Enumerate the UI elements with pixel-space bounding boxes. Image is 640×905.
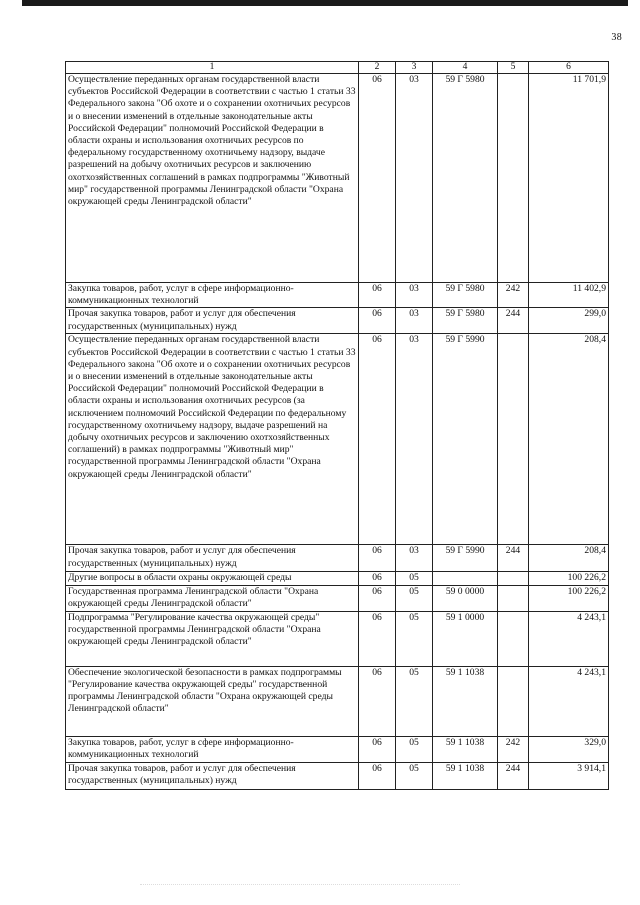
- row-amount: 100 226,2: [529, 572, 609, 585]
- row-target-article: 59 1 1038: [433, 736, 498, 762]
- header-col-6: 6: [529, 62, 609, 74]
- row-target-article: 59 1 1038: [433, 762, 498, 789]
- row-description: Осуществление переданных органам государственной власти субъектов Российской Федерации в соответствии с частью 1 статьи 33 Федерального закона "Об охоте и о сохранении охотничьих ресурсов и о внесении изменений в отдельные законодательные акты Российской Федерации" полномочий Российской Федерации в области охраны и использования охотничьих ресурсов (за исключением полномочий Российской Федерации по федеральному государственному охотничьему надзору, выдаче разрешений на добычу охотничьих ресурсов и заключению охотхозяйственных соглашений) в рамках подпрограммы "Животный мир" государственной программы Ленинградской области "Охрана окружающей среды Ленинградской области": [66, 334, 359, 545]
- header-col-2: 2: [359, 62, 396, 74]
- row-amount: 11 402,9: [529, 283, 609, 308]
- row-description: Другие вопросы в области охраны окружающей среды: [66, 572, 359, 585]
- row-target-article: 59 Г 5980: [433, 308, 498, 334]
- header-col-1: 1: [66, 62, 359, 74]
- header-col-5: 5: [498, 62, 529, 74]
- row-section: 06: [359, 334, 396, 545]
- row-description: Прочая закупка товаров, работ и услуг для обеспечения государственных (муниципальных) нужд: [66, 308, 359, 334]
- row-description: Осуществление переданных органам государственной власти субъектов Российской Федерации в соответствии с частью 1 статьи 33 Федерального закона "Об охоте и о сохранении охотничьих ресурсов и о внесении изменений в отдельные законодательные акты Российской Федерации" полномочий Российской Федерации в области охраны и использования охотничьих ресурсов по федеральному государственному охотничьему надзору, выдаче разрешений на добычу охотничьих ресурсов и заключению охотхозяйственных соглашений в рамках подпрограммы "Животный мир" государственной программы Ленинградской области "Охрана окружающей среды Ленинградской области": [66, 74, 359, 283]
- row-subsection: 03: [396, 545, 433, 572]
- row-amount: 100 226,2: [529, 585, 609, 611]
- row-expense-type: [498, 666, 529, 736]
- row-section: 06: [359, 762, 396, 789]
- header-col-3: 3: [396, 62, 433, 74]
- row-target-article: 59 Г 5990: [433, 545, 498, 572]
- row-expense-type: [498, 572, 529, 585]
- row-subsection: 03: [396, 283, 433, 308]
- row-subsection: 03: [396, 74, 433, 283]
- row-section: 06: [359, 736, 396, 762]
- row-target-article: 59 0 0000: [433, 585, 498, 611]
- table-row: [66, 572, 609, 585]
- table-row: [66, 762, 609, 789]
- row-subsection: 05: [396, 611, 433, 666]
- row-expense-type: 244: [498, 762, 529, 789]
- row-target-article: 59 1 0000: [433, 611, 498, 666]
- row-expense-type: 244: [498, 545, 529, 572]
- row-section: 06: [359, 572, 396, 585]
- row-subsection: 03: [396, 308, 433, 334]
- row-amount: 208,4: [529, 545, 609, 572]
- table-row: [66, 666, 609, 736]
- row-description: Закупка товаров, работ, услуг в сфере информационно-коммуникационных технологий: [66, 283, 359, 308]
- row-expense-type: 242: [498, 283, 529, 308]
- row-target-article: [433, 572, 498, 585]
- row-description: Подпрограмма "Регулирование качества окружающей среды" государственной программы Ленинградской области "Охрана окружающей среды Ленинградской области": [66, 611, 359, 666]
- row-amount: 329,0: [529, 736, 609, 762]
- row-amount: 4 243,1: [529, 666, 609, 736]
- page-number: 38: [611, 32, 622, 43]
- top-scan-rule: [22, 0, 628, 6]
- row-description: Обеспечение экологической безопасности в рамках подпрограммы "Регулирование качества окружающей среды" государственной программы Ленинградской области "Охрана окружающей среды Ленинградской области": [66, 666, 359, 736]
- row-subsection: 03: [396, 334, 433, 545]
- row-target-article: 59 Г 5980: [433, 283, 498, 308]
- row-expense-type: [498, 334, 529, 545]
- row-description: Прочая закупка товаров, работ и услуг для обеспечения государственных (муниципальных) нужд: [66, 545, 359, 572]
- row-amount: 208,4: [529, 334, 609, 545]
- row-subsection: 05: [396, 762, 433, 789]
- row-amount: 4 243,1: [529, 611, 609, 666]
- table-row: [66, 545, 609, 572]
- row-expense-type: [498, 74, 529, 283]
- row-section: 06: [359, 283, 396, 308]
- row-amount: 299,0: [529, 308, 609, 334]
- row-section: 06: [359, 611, 396, 666]
- table-row: [66, 585, 609, 611]
- row-target-article: 59 1 1038: [433, 666, 498, 736]
- row-expense-type: 244: [498, 308, 529, 334]
- row-subsection: 05: [396, 666, 433, 736]
- table-header-row: [66, 62, 609, 74]
- row-amount: 3 914,1: [529, 762, 609, 789]
- row-section: 06: [359, 545, 396, 572]
- row-expense-type: [498, 585, 529, 611]
- header-col-4: 4: [433, 62, 498, 74]
- row-amount: 11 701,9: [529, 74, 609, 283]
- table-row: [66, 74, 609, 283]
- row-target-article: 59 Г 5990: [433, 334, 498, 545]
- table-row: [66, 736, 609, 762]
- row-description: Государственная программа Ленинградской области "Охрана окружающей среды Ленинградской области": [66, 585, 359, 611]
- row-description: Прочая закупка товаров, работ и услуг для обеспечения государственных (муниципальных) нужд: [66, 762, 359, 789]
- row-section: 06: [359, 666, 396, 736]
- row-subsection: 05: [396, 585, 433, 611]
- row-description: Закупка товаров, работ, услуг в сфере информационно-коммуникационных технологий: [66, 736, 359, 762]
- row-expense-type: 242: [498, 736, 529, 762]
- row-section: 06: [359, 74, 396, 283]
- row-subsection: 05: [396, 736, 433, 762]
- scan-specks: [140, 884, 460, 895]
- row-subsection: 05: [396, 572, 433, 585]
- row-target-article: 59 Г 5980: [433, 74, 498, 283]
- table-row: [66, 308, 609, 334]
- table-row: [66, 334, 609, 545]
- table-row: [66, 611, 609, 666]
- row-section: 06: [359, 308, 396, 334]
- row-expense-type: [498, 611, 529, 666]
- table-row: [66, 283, 609, 308]
- row-section: 06: [359, 585, 396, 611]
- budget-table: [65, 61, 609, 790]
